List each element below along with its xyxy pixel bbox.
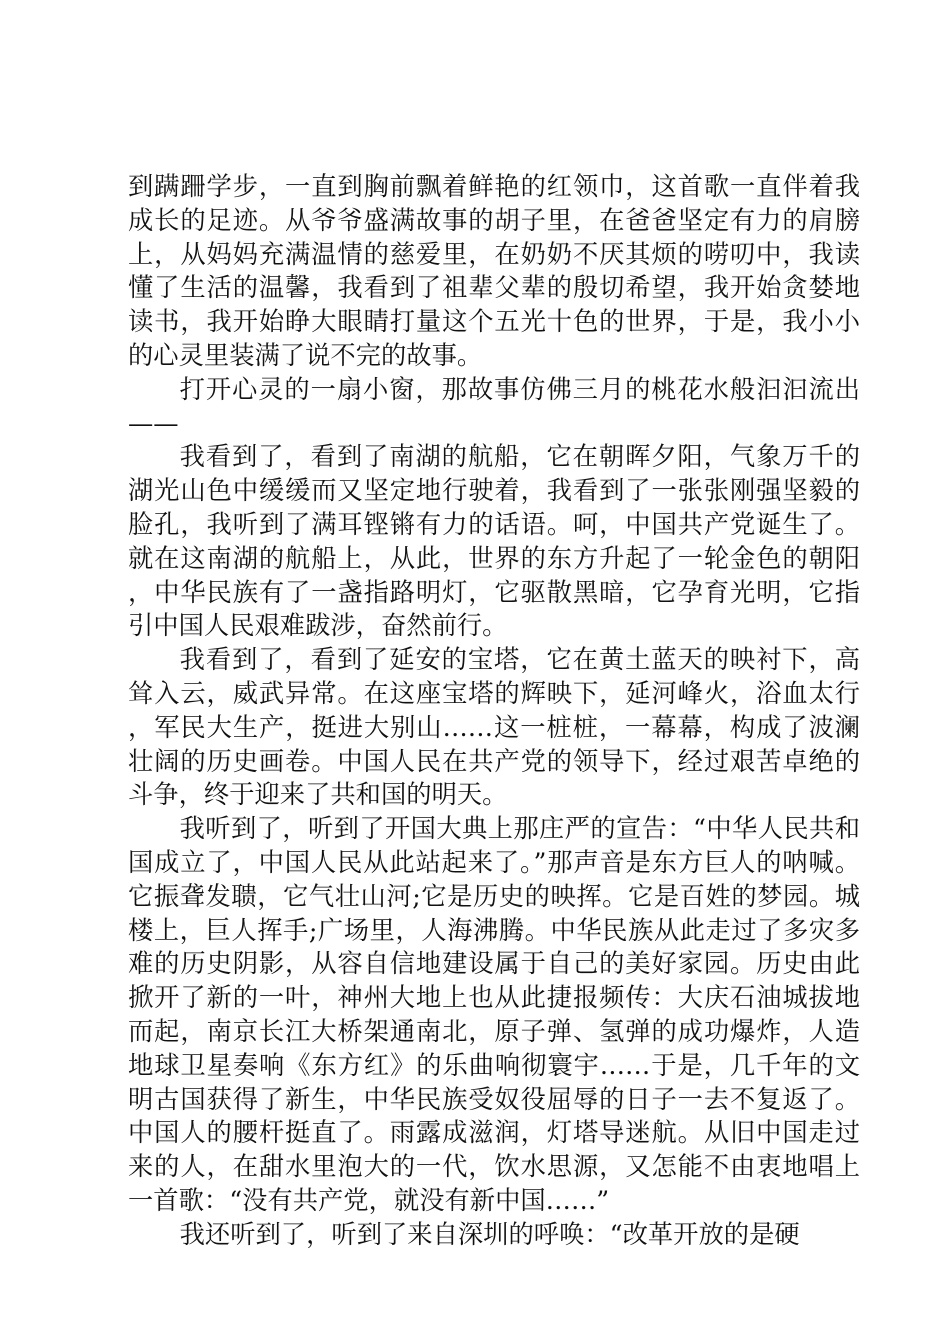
paragraph-shenzhen-call: 我还听到了，听到了来自深圳的呼唤：“改革开放的是硬 [179, 1219, 800, 1249]
paragraph-yanan-pagoda: 我看到了，看到了延安的宝塔，它在黄土蓝天的映衬下，高耸入云，威武异常。在这座宝塔的辉映下，延河峰火，浴血太行，军民大生产，挺进大别山……这一桩桩，一幕幕，构成了波澜壮阔的历史画卷。中国人民在共产党的领导下，经过艰苦卓绝的斗争，终于迎来了共和国的明天。 [128, 645, 860, 810]
paragraph-nanhu-boat: 我看到了，看到了南湖的航船，它在朝晖夕阳，气象万千的湖光山色中缓缓而又坚定地行驶着，我看到了一张张刚强坚毅的脸孔，我听到了满耳铿锵有力的话语。呵，中国共产党诞生了。就在这南湖的航船上，从此，世界的东方升起了一轮金色的朝阳，中华民族有了一盏指路明灯，它驱散黑暗，它孕育光明，它指引中国人民艰难跋涉，奋然前行。 [128, 442, 860, 641]
paragraph-childhood-story: 到蹒跚学步，一直到胸前飘着鲜艳的红领巾，这首歌一直伴着我成长的足迹。从爷爷盛满故事的胡子里，在爸爸坚定有力的肩膀上，从妈妈充满温情的慈爱里，在奶奶不厌其烦的唠叨中，我读懂了生活的温馨，我看到了祖辈父辈的殷切希望，我开始贪婪地读书，我开始睁大眼睛打量这个五光十色的世界，于是，我小小的心灵里装满了说不完的故事。 [128, 172, 860, 370]
document-body [128, 170, 860, 1252]
paragraph-founding-ceremony: 我听到了，听到了开国大典上那庄严的宣告：“中华人民共和国成立了，中国人民从此站起来了。”那声音是东方巨人的呐喊。它振聋发聩，它气壮山河;它是历史的映挥。它是百姓的梦园。城楼上，巨人挥手;广场里，人海沸腾。中华民族从此走过了多灾多难的历史阴影，从容自信地建设属于自己的美好家园。历史由此掀开了新的一叶，神州大地上也从此捷报频传：大庆石油城拔地而起，南京长江大桥架通南北，原子弹、氢弹的成功爆炸，人造地球卫星奏响《东方红》的乐曲响彻寰宇……于是，几千年的文明古国获得了新生，中华民族受奴役屈辱的日子一去不复返了。中国人的腰杆挺直了。雨露成滋润，灯塔导迷航。从旧中国走过来的人，在甜水里泡大的一代，饮水思源，又怎能不由衷地唱上一首歌：“没有共产党，就没有新中国……” [128, 814, 860, 1215]
paragraph-open-window: 打开心灵的一扇小窗，那故事仿佛三月的桃花水般汩汩流出—— [128, 374, 860, 438]
